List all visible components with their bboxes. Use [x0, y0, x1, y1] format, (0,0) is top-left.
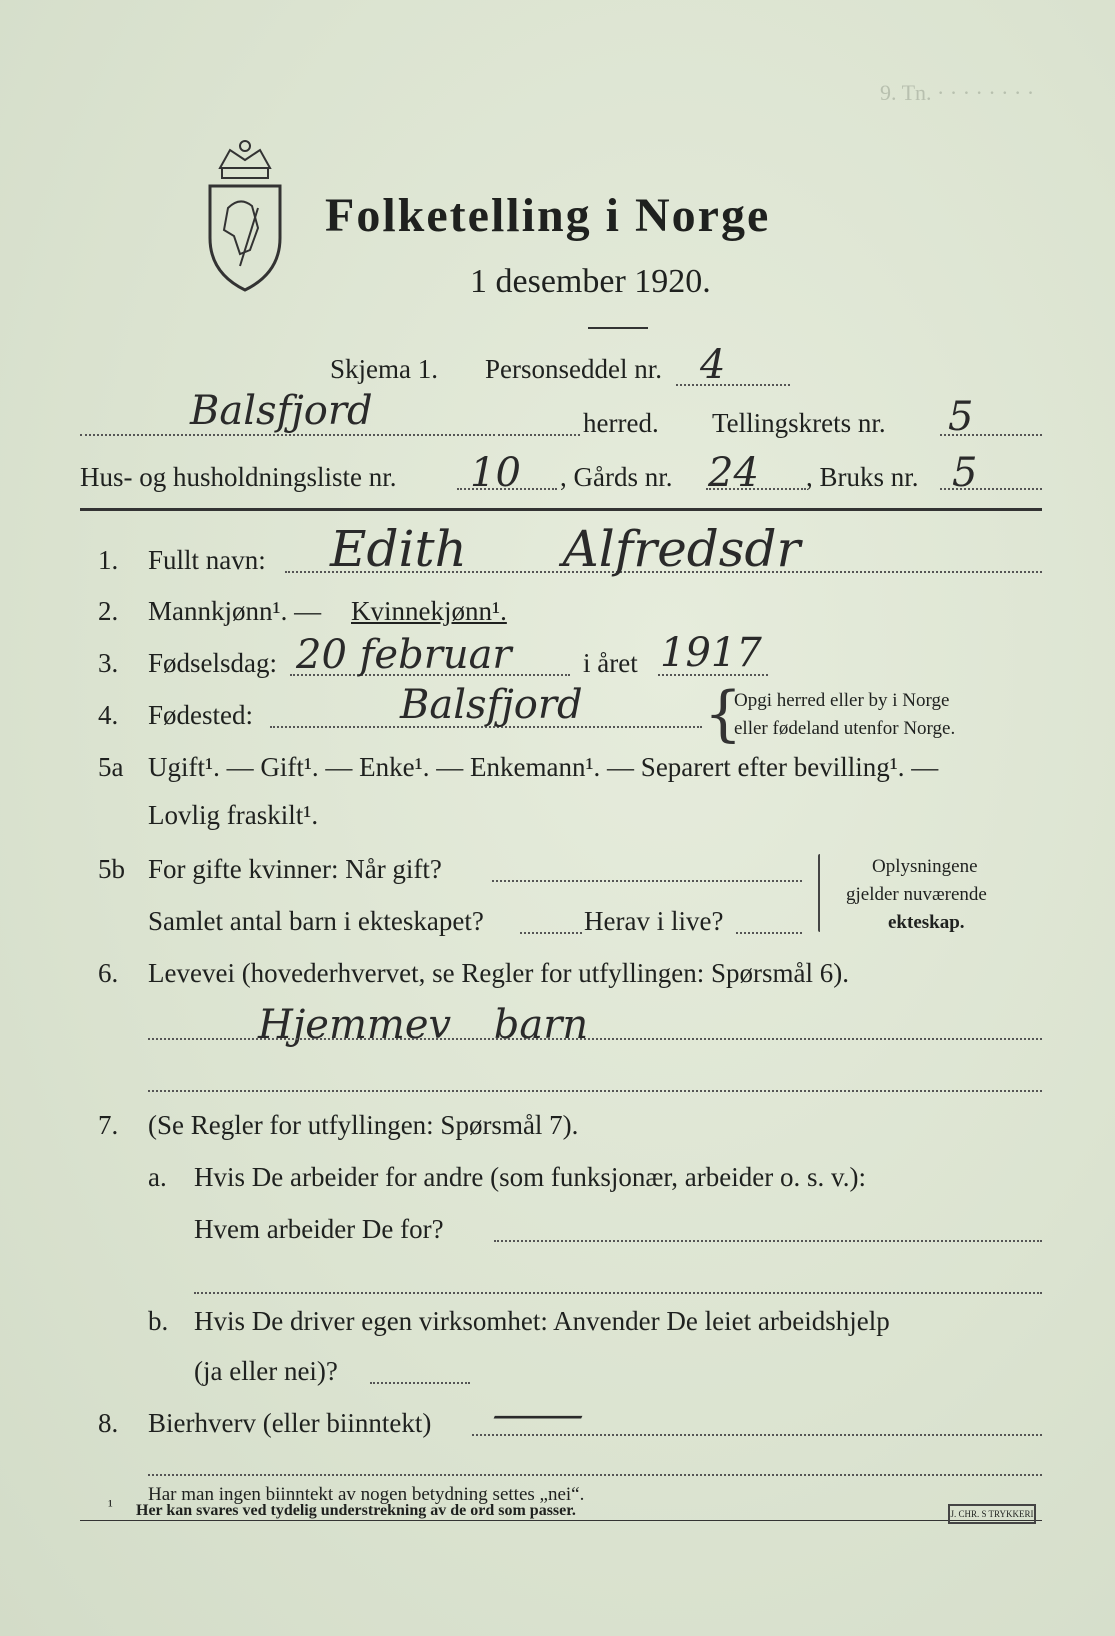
q4-number: 4. [98, 700, 119, 730]
q5b-married-dotted-line [492, 880, 802, 882]
q2-female-underlined: Kvinnekjønn¹. [351, 596, 507, 626]
q4-note-2: eller fødeland utenfor Norge. [734, 718, 956, 739]
q4-note-1: Opgi herred eller by i Norge [734, 690, 950, 711]
skjema-label: Skjema 1. [330, 354, 438, 384]
herred-dotted-line-2 [498, 434, 580, 436]
coat-of-arms-icon [200, 138, 290, 298]
q2-male: Mannkjønn¹. — [148, 596, 322, 626]
herred-value: Balsfjord [190, 388, 373, 434]
q5a-line-1: Ugift¹. — Gift¹. — Enke¹. — Enkemann¹. — Separert efter bevilling¹. — [148, 752, 939, 782]
q5b-number: 5b [98, 854, 125, 884]
husliste-value: 10 [470, 450, 521, 496]
q5b-alive-dotted-line [736, 932, 802, 934]
gards-label: , Gårds nr. [560, 462, 673, 492]
personseddel-dotted-line [676, 384, 790, 386]
husliste-label: Hus- og husholdningsliste nr. [80, 462, 397, 492]
q4-birthplace: Balsfjord [400, 682, 583, 728]
q7b-marker: b. [148, 1306, 169, 1336]
q5b-bracket [818, 854, 822, 932]
q6-occupation: Hjemmev barn [258, 1002, 589, 1048]
q3-label: Fødselsdag: [148, 648, 278, 678]
q8-dotted-line-2 [148, 1474, 1042, 1476]
census-date: 1 desember 1920. [470, 263, 711, 300]
q3-birth-year: 1917 [660, 630, 762, 676]
q5b-children-alive: Herav i live? [584, 906, 724, 936]
personseddel-label: Personseddel nr. [485, 354, 662, 384]
q5b-children-dotted-line [520, 932, 582, 934]
q4-label: Fødested: [148, 700, 253, 730]
q7a-marker: a. [148, 1162, 167, 1192]
herred-label: herred. [583, 408, 659, 438]
q5b-note-1: Oplysningene [872, 856, 978, 877]
header-divider [80, 508, 1042, 511]
q5b-note-3: ekteskap. [888, 912, 965, 933]
q7b-line-2: (ja eller nei)? [194, 1356, 338, 1386]
q7a-dotted-line-2 [194, 1292, 1042, 1294]
q8-number: 8. [98, 1408, 119, 1438]
q5b-married-when: For gifte kvinner: Når gift? [148, 854, 442, 884]
q3-birth-day: 20 februar [296, 632, 512, 678]
q6-dotted-line-2 [148, 1090, 1042, 1092]
q1-full-name: Edith Alfredsdr [330, 520, 801, 578]
bruks-value: 5 [952, 450, 978, 496]
q7a-dotted-line-1 [494, 1240, 1042, 1242]
tellingskrets-label: Tellingskrets nr. [712, 408, 886, 438]
footnote-mark: ¹ [108, 1498, 113, 1515]
q4-brace: { [704, 679, 743, 749]
q3-number: 3. [98, 648, 119, 678]
q7a-line-1: Hvis De arbeider for andre (som funksjonær, arbeider o. s. v.): [194, 1162, 866, 1192]
printer-stamp: J. CHR. S TRYKKERI [948, 1504, 1036, 1524]
footer-note: Har man ingen biinntekt av nogen betydning settes „nei“. [148, 1484, 585, 1505]
q5a-number: 5a [98, 752, 124, 782]
q8-value: — [490, 1392, 586, 1438]
q1-number: 1. [98, 545, 119, 575]
form-title: Folketelling i Norge [325, 189, 771, 242]
bleed-through-text: 9. Tn. · · · · · · · · [880, 80, 1035, 105]
footnote-text: Her kan svares ved tydelig understrekning av de ord som passer. [136, 1502, 576, 1519]
q2-number: 2. [98, 596, 119, 626]
bruks-label: , Bruks nr. [806, 462, 919, 492]
q7-number: 7. [98, 1110, 119, 1140]
q7b-dotted-line [370, 1382, 470, 1384]
title-divider [588, 327, 648, 329]
tellingskrets-value: 5 [948, 394, 974, 440]
q6-label: Levevei (hovederhvervet, se Regler for utfyllingen: Spørsmål 6). [148, 958, 850, 988]
q6-dotted-line-1 [148, 1038, 1042, 1040]
q6-number: 6. [98, 958, 119, 988]
q5a-line-2: Lovlig fraskilt¹. [148, 800, 319, 830]
q7a-line-2: Hvem arbeider De for? [194, 1214, 444, 1244]
footer-divider [80, 1520, 1042, 1521]
gards-value: 24 [708, 450, 759, 496]
q5b-children-total: Samlet antal barn i ekteskapet? [148, 906, 484, 936]
personseddel-value: 4 [700, 342, 726, 388]
q7b-line-1: Hvis De driver egen virksomhet: Anvender De leiet arbeidshjelp [194, 1306, 890, 1336]
q5b-note-2: gjelder nuværende [846, 884, 987, 905]
q7-label: (Se Regler for utfyllingen: Spørsmål 7). [148, 1110, 579, 1140]
q8-label: Bierhverv (eller biinntekt) [148, 1408, 432, 1438]
herred-dotted-line [80, 434, 495, 436]
q1-label: Fullt navn: [148, 545, 266, 575]
q3-year-label: i året [583, 648, 638, 678]
